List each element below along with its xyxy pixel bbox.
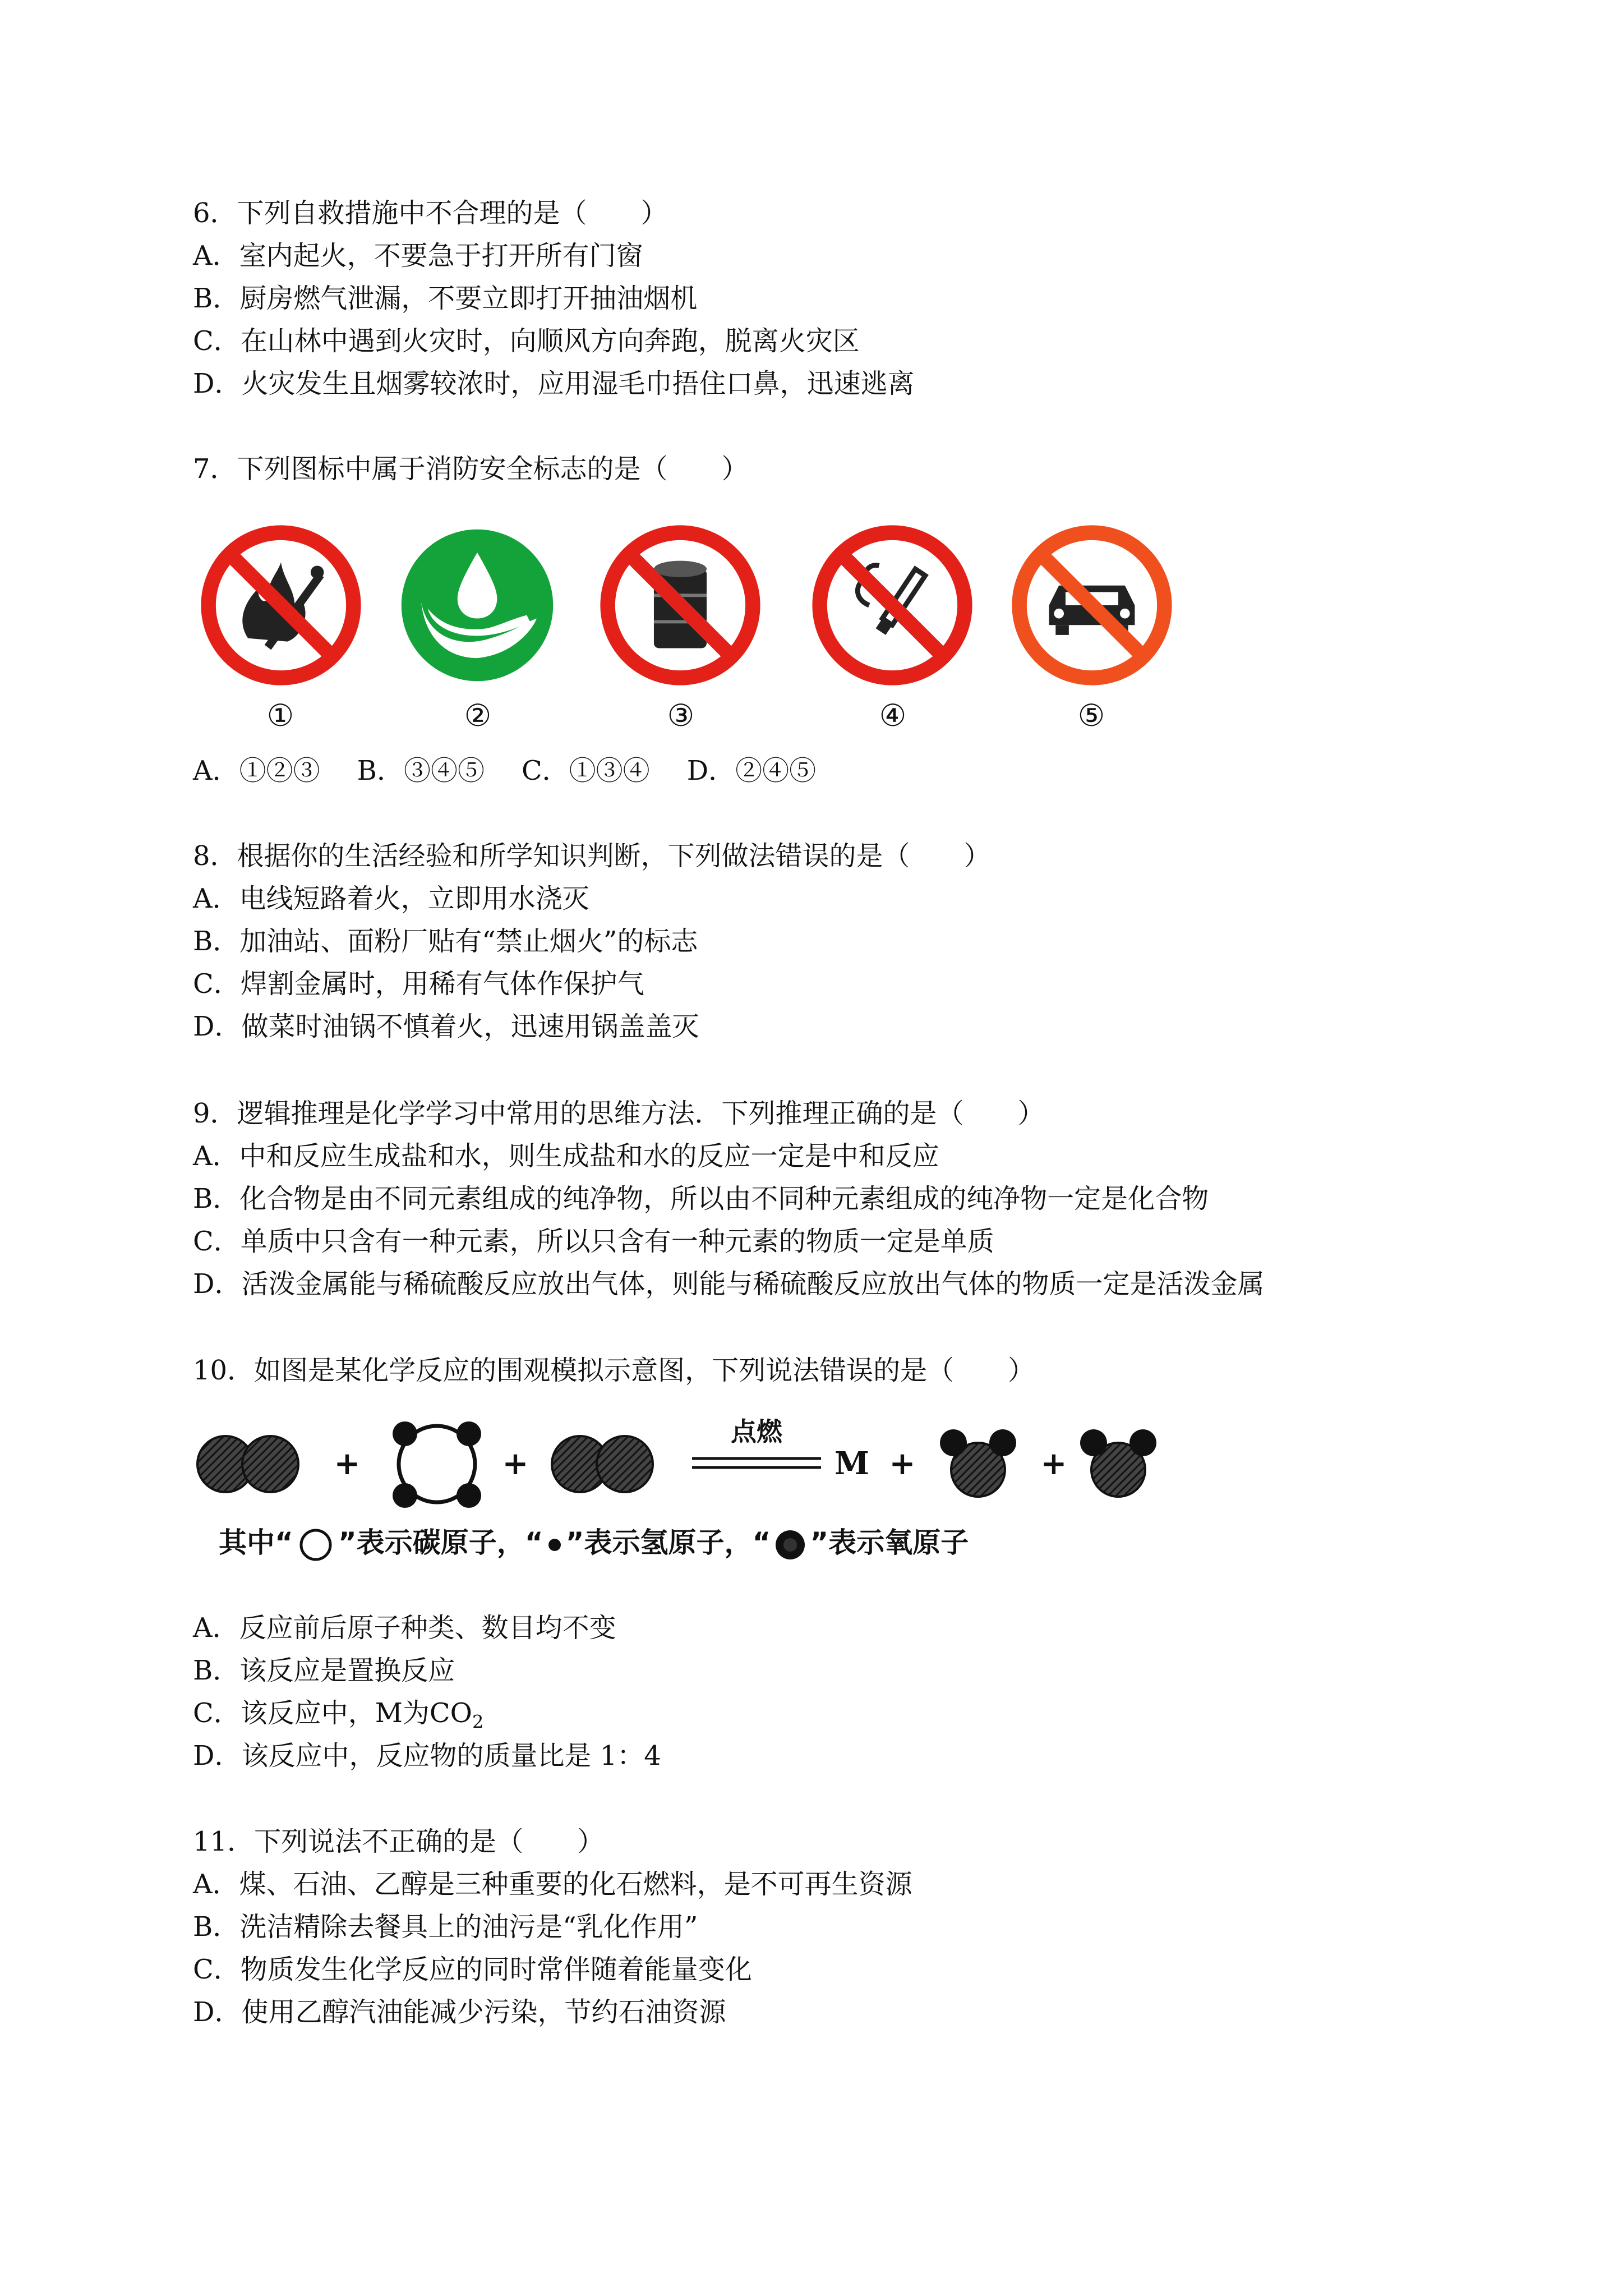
q11-stem: 11．下列说法不正确的是（ ） bbox=[193, 1826, 605, 1857]
q6-stem: 6．下列自救措施中不合理的是（ ） bbox=[193, 197, 668, 229]
q10-option-c-subscript: 2 bbox=[472, 1711, 484, 1733]
sign-number-3: ③ bbox=[667, 698, 695, 733]
oxygen-atom-icon bbox=[771, 1528, 810, 1562]
q10-stem: 10．如图是某化学反应的围观模拟示意图，下列说法错误的是（ ） bbox=[193, 1355, 1035, 1386]
q8-option-b: B．加油站、面粉厂贴有“禁止烟火”的标志 bbox=[193, 926, 698, 957]
q6-option-c: C．在山林中遇到火灾时，向顺风方向奔跑，脱离火灾区 bbox=[193, 325, 860, 357]
no-smoking-sign-icon bbox=[810, 523, 975, 688]
sign-number-4: ④ bbox=[879, 698, 907, 733]
q6-option-a: A．室内起火，不要急于打开所有门窗 bbox=[193, 240, 643, 272]
q11-option-b: B．洗洁精除去餐具上的油污是“乳化作用” bbox=[193, 1911, 698, 1943]
q6-option-d: D．火灾发生且烟雾较浓时，应用湿毛巾捂住口鼻，迅速逃离 bbox=[193, 368, 915, 399]
q8-stem: 8．根据你的生活经验和所学知识判断，下列做法错误的是（ ） bbox=[193, 840, 991, 872]
plus-sign-1: + bbox=[334, 1445, 361, 1482]
q9-option-b: B．化合物是由不同元素组成的纯净物，所以由不同种元素组成的纯净物一定是化合物 bbox=[193, 1183, 1209, 1214]
hydrogen-atom-icon bbox=[543, 1528, 566, 1562]
oxygen-molecule-icon-2 bbox=[552, 1436, 653, 1492]
q8-option-d: D．做菜时油锅不慎着火，迅速用锅盖盖灭 bbox=[193, 1011, 699, 1042]
plus-sign-2: + bbox=[502, 1445, 529, 1482]
methane-molecule-icon bbox=[393, 1421, 481, 1508]
q9-option-a: A．中和反应生成盐和水，则生成盐和水的反应一定是中和反应 bbox=[193, 1140, 939, 1172]
q10-option-a: A．反应前后原子种类、数目均不变 bbox=[193, 1612, 616, 1644]
legend-oxygen: ”表示氧原子 bbox=[810, 1526, 969, 1559]
q11-option-d: D．使用乙醇汽油能减少污染，节约石油资源 bbox=[193, 1996, 726, 2028]
plus-sign-3: + bbox=[889, 1445, 916, 1482]
sign-number-5: ⑤ bbox=[1077, 698, 1105, 733]
q7-stem: 7．下列图标中属于消防安全标志的是（ ） bbox=[193, 453, 749, 485]
no-fire-sign-icon bbox=[199, 523, 363, 688]
q10-option-d: D．该反应中，反应物的质量比是 1：4 bbox=[193, 1740, 661, 1772]
legend-prefix: 其中“ bbox=[219, 1526, 293, 1559]
no-flammable-barrel-sign-icon bbox=[598, 523, 763, 688]
q10-option-b: B．该反应是置换反应 bbox=[193, 1655, 455, 1686]
reaction-condition: 点燃 bbox=[731, 1416, 782, 1447]
q8-option-a: A．电线短路着火，立即用水浇灭 bbox=[193, 883, 589, 914]
sign-number-2: ② bbox=[464, 698, 492, 733]
no-vehicles-sign-icon bbox=[1009, 523, 1174, 688]
q9-option-c: C．单质中只含有一种元素，所以只含有一种元素的物质一定是单质 bbox=[193, 1226, 994, 1257]
diagram-legend bbox=[219, 1520, 969, 1562]
water-molecule-icon-2 bbox=[1080, 1429, 1156, 1497]
q7-answer-d: D．②④⑤ bbox=[686, 755, 817, 786]
legend-carbon: ”表示碳原子，“ bbox=[338, 1526, 543, 1559]
q10-option-c bbox=[193, 1696, 483, 1739]
carbon-atom-icon bbox=[293, 1528, 338, 1562]
q7-answer-c: C．①③④ bbox=[521, 755, 650, 786]
product-m: M bbox=[834, 1445, 869, 1482]
q9-stem: 9．逻辑推理是化学学习中常用的思维方法．下列推理正确的是（ ） bbox=[193, 1098, 1045, 1129]
q11-option-a: A．煤、石油、乙醇是三种重要的化石燃料，是不可再生资源 bbox=[193, 1869, 912, 1900]
q10-option-c-text: C．该反应中，M为CO bbox=[193, 1697, 472, 1729]
q6-option-b: B．厨房燃气泄漏，不要立即打开抽油烟机 bbox=[193, 283, 698, 314]
q11-option-c: C．物质发生化学反应的同时常伴随着能量变化 bbox=[193, 1954, 752, 1985]
oxygen-molecule-icon bbox=[197, 1436, 298, 1492]
q9-option-d: D．活泼金属能与稀硫酸反应放出气体，则能与稀硫酸反应放出气体的物质一定是活泼金属 bbox=[193, 1268, 1265, 1300]
reaction-diagram bbox=[193, 1402, 1169, 1526]
q7-answer-a: A．①②③ bbox=[193, 755, 320, 786]
plus-sign-4: + bbox=[1040, 1445, 1067, 1482]
q8-option-c: C．焊割金属时，用稀有气体作保护气 bbox=[193, 968, 644, 1000]
sign-number-1: ① bbox=[266, 698, 294, 733]
water-saving-sign-icon bbox=[395, 523, 560, 688]
water-molecule-icon bbox=[940, 1429, 1016, 1497]
q7-answers bbox=[193, 754, 853, 788]
legend-hydrogen: ”表示氢原子，“ bbox=[565, 1526, 771, 1559]
q7-answer-b: B．③④⑤ bbox=[357, 755, 485, 786]
